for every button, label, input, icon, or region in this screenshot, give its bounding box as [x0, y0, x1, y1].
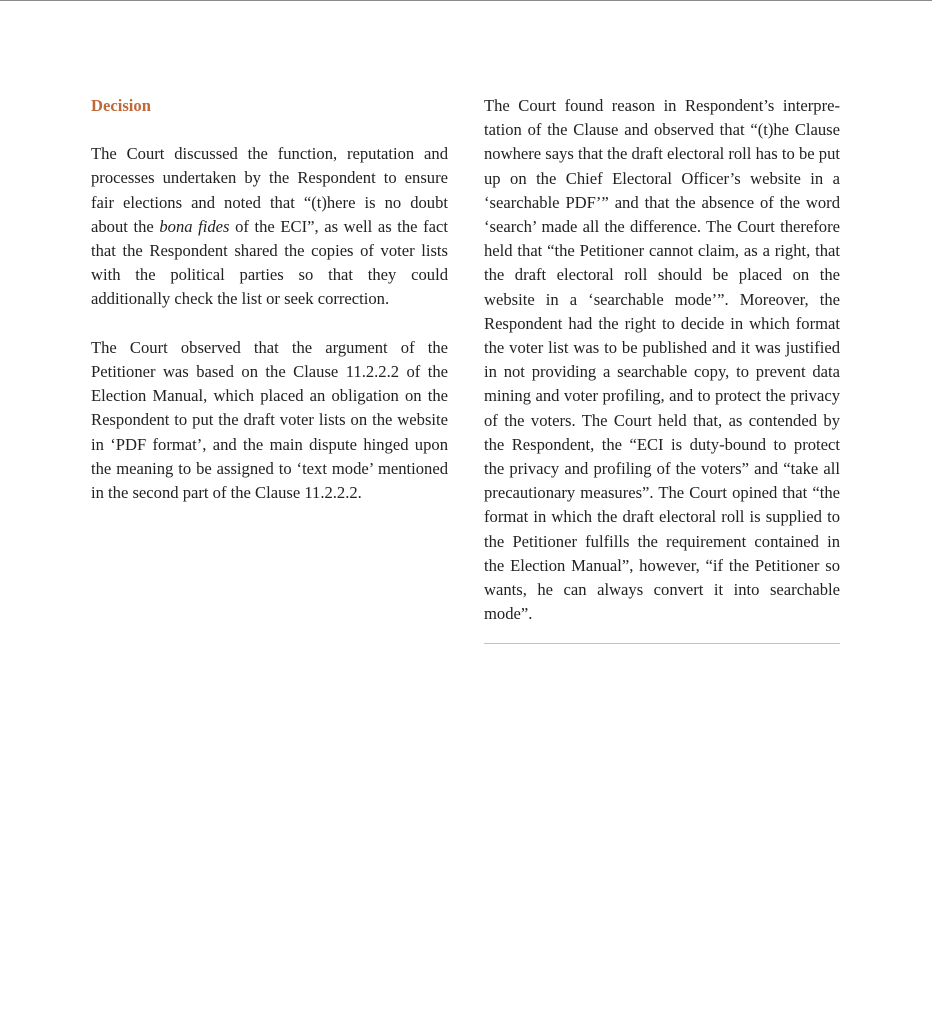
left-paragraph-2: The Court observed that the argument of the Petitioner was based on the Clause 11.2.2.2 of the Election Manual, which placed an obligation on the Respondent to put the draft voter lists on the website in ‘PDF format’, and the main dispute hinged upon the meaning to be assigned to ‘text mode’ mentioned in the second part of the Clause 11.2.2.2. — [91, 337, 448, 503]
left-paragraph-1-text-a: The Court discussed the function, reputation and processes undertaken by the Respondent to ensure fair elections and noted that “(t)here is no doubt about the — [91, 144, 448, 236]
left-paragraph-1 — [91, 142, 448, 311]
left-paragraph-1-text-b: of the ECI”, as well as the fact that the Respondent shared the copies of voter lists with the political parties so that they could additionally check the list or seek correction. — [91, 216, 448, 309]
top-border-line — [0, 0, 932, 1]
section-end-rule — [484, 643, 840, 644]
right-column — [484, 94, 840, 644]
left-column — [91, 94, 448, 505]
left-paragraph-1-italic: bona fides — [159, 216, 230, 236]
right-paragraph-1: The Court found reason in Respondent’s interpretation of the Clause and observed that “(t)he Clause nowhere says that the draft electoral roll has to be put up on the Chief Electoral Officer’s website in a ‘searchable PDF’” and that the absence of the word ‘search’ made all the difference. The Court therefore held that “the Petitioner cannot claim, as a right, that the draft electoral roll should be placed on the website in a ‘searchable mode’”. Moreover, the Respondent had the right to decide in which format the voter list was to be published and it was justified in not providing a searchable copy, to prevent data mining and voter profiling, and to protect the privacy of the voters. The Court held that, as contended by the Respondent, the “ECI is duty-bound to protect the privacy and profiling of the voters” and “take all precautionary measures”. The Court opined that “the format in which the draft electoral roll is supplied to the Petitioner fulfills the requirement contained in the Election Manual”, however, “if the Petitioner so wants, he can always convert it into searchable mode”. — [484, 96, 840, 624]
section-heading: Decision — [91, 96, 151, 115]
